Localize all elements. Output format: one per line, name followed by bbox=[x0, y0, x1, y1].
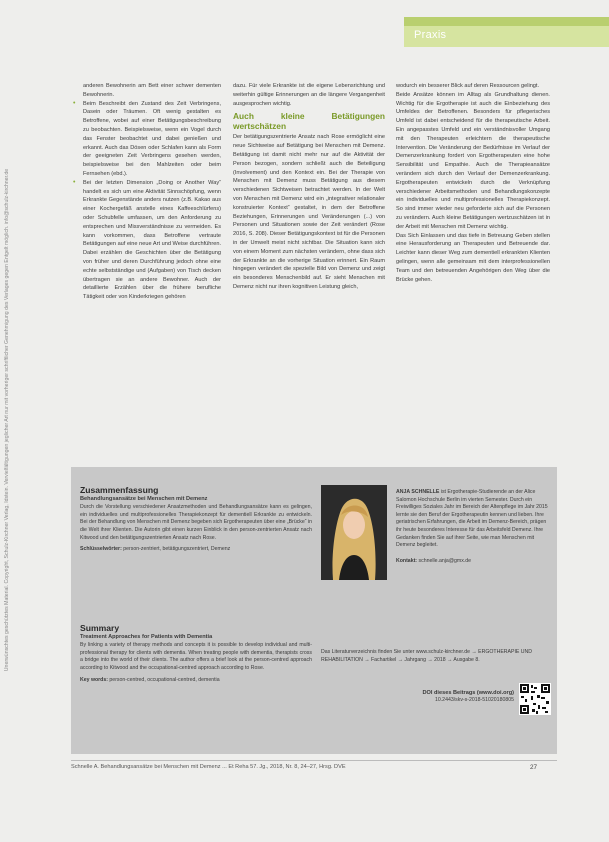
author-contact-label: Kontakt: bbox=[396, 557, 418, 564]
summary-de-title: Zusammenfassung bbox=[80, 485, 159, 495]
col2-heading: Auch kleine Betätigungen wertschätzen bbox=[233, 111, 385, 131]
literature-note: Das Literaturverzeichnis finden Sie unter www.schulz-kirchner.de → ERGOTHERAPIE UND REHABILITATION → Fachartikel → Jahrgang → 2018 → Ausgabe 8. bbox=[321, 649, 533, 663]
author-bio-text bbox=[396, 489, 550, 550]
col2-para: Der betätigungszentrierte Ansatz nach Rose ermöglicht eine neue Sichtweise auf Betätigung bei Menschen mit Demenz. Betätigung ist damit nicht mehr nur auf die Aktivität der Person bezogen, sondern schließt auch die Beteiligung (Involvement) und den Kontext ein. Bei der Therapie von Menschen mit Demenz muss Betätigung aus diesem verschiedenen Sichtweisen betrachtet werden. In der Welt von Menschen mit Demenz wird ein „integrativer relationaler konstruierter Kontext“ gestaltet, in dem der Betroffene Beziehungen, Erinnerungen und Veränderungen (...) von Personen und Situationen sowie der Zeit verändert (Rose 2016, S. 208). Dieser Betätigungskontext ist für die Personen in der Umwelt meist nicht sichtbar. Die Situation kann sich von einem Moment zum nächsten verändern, ohne dass sich der Erkrankte an die vorherige Situation erinnert. Ein Raum hingegen verändert die spezielle Bild von Demenz und zeigt ein besonderes Menschenbild auf. Er sieht Menschen mit Demenz nicht nur ihren kognitiven Leistung gleich, bbox=[233, 134, 385, 290]
col1-lead: anderen Bewohnerin am Bett einer schwer dementen Bewohnerin. bbox=[83, 83, 221, 98]
column-2 bbox=[233, 82, 385, 292]
author-contact bbox=[396, 558, 550, 566]
doi-block bbox=[396, 690, 514, 704]
col3-para: wodurch ein besserer Blick auf deren Ressourcen gelingt. bbox=[396, 83, 540, 89]
doi-label: DOI dieses Beitrags (www.doi.org) bbox=[422, 690, 514, 696]
section-tab-label: Praxis bbox=[414, 29, 447, 41]
summary-en-kw-label: Key words: bbox=[80, 676, 108, 683]
summary-en-subtitle: Treatment Approaches for Patients with Dementia bbox=[80, 633, 213, 640]
column-3 bbox=[396, 82, 550, 284]
col3-para: Beide Ansätze können im Alltag als Grundhaltung dienen. Wichtig für die Ergotherapie ist auch die Einbeziehung des Umfeldes der Betroffenen. Besonders für pflegerisches Umfeld ist dabei entscheidend für die therapeutische Arbeit. Ein angepasstes Umfeld und ein verständnisvoller Umgang mit den Therapeuten erleichtern die therapeutische Intervention. Die Veränderung der Bedürfnisse im Verlauf der Demenzerkrankung fordert von Ergotherapeuten eine hohe Sensibilität und Empathie. Auch die Therapieansätze verändern sich durch den Verlauf der Demenzerkrankung. Ergotherapeuten entwickeln durch die Verknüpfung verschiedener Arbeitsmethoden und Behandlungskonzepte ein individuelles und multiprofessionelles Therapiekonzept. So sind immer wieder neu geforderte sich auf die Personen zu verändern. Auch kleine Betätigungen wertzuschätzen ist in der Arbeit mit Menschen mit Demenz wichtig. bbox=[396, 91, 550, 230]
footer-citation: Schnelle A. Behandlungsansätze bei Menschen mit Demenz ... Et Reha 57. Jg., 2018, Nr. 8, 24–27, Hrsg. DVE bbox=[71, 764, 346, 770]
col1-bullet: • Beim Beschreibt den Zustand des Zeit Verbringens, Dasein oder Träumen. Oft wenig gestalten es Betroffene, wobei auf einer Betätigungsbeschreibung zu beobachten. Beispielsweise, wenn ein Vogel durch das Fenster beobachtet und dabei genießen und erkannt. Auch das Dösen oder Schlafen kann als Form der geeigneten Zeit Verbringens gesehen werden, beispielsweise bei den Mahlzeiten oder beim Fernsehen (ebd.). bbox=[83, 100, 221, 179]
summary-en-kw: person-centred, occupational-centred, dementia bbox=[109, 676, 220, 683]
copyright-margin-note: Unerwünschtes geschütztes Material. Copyright, Schulz-Kirchner Verlag, Idstein. Vervielfältigungen jeglicher Art nur mit vorheriger schriftlicher Genehmigung des Verlages gegen Entgelt möglich. info@schulz-kirchner.de bbox=[4, 168, 10, 672]
author-portrait-image bbox=[321, 485, 387, 580]
col1-bullets bbox=[71, 100, 221, 302]
author-bio-body: ist Ergotherapie-Studierende an der Alice Salomon Hochschule Berlin im vierten Semester. Durch ein Freiwilliges Soziales Jahr im Bereich der Altenpflege im Jahr 2015 lernte sie den Beruf der Ergotherapeutin kennen und lieben. Ihre geriatrischen Erfahrungen, die Arbeit im Demenz-Bereich, prägen ihr heute besonderes Interesse für das Arbeitsfeld Demenz. Ihre Gedanken finden Sie auf ihrer Seite, wie man Menschen mit Demenz begleitet. bbox=[396, 489, 548, 549]
section-tab-band bbox=[404, 17, 609, 26]
footer-rule bbox=[71, 760, 557, 761]
column-1 bbox=[71, 82, 221, 302]
summary-de-kw: person-zentriert, betätigungszentriert, Demenz bbox=[123, 546, 231, 553]
doi-value[interactable]: 10.2443/skv-s-2018-51020180805 bbox=[434, 697, 514, 704]
author-contact-email[interactable]: schnelle.anja@gmx.de bbox=[418, 557, 472, 564]
col3-para: Das Sich Einlassen und das tiefe in Betreuung Geben stellen eine Herausforderung an Therapeuten und Betreuende dar. Leichter kann dieser Weg zum dementiell erkrankten Klienten gelingen, wenn alle gemeinsam mit dem interprofessionellen Team und den betreuenden Angehörigen den Weg über die Brücke gehen. bbox=[396, 232, 550, 283]
summary-en bbox=[80, 625, 312, 684]
author-name: ANJA SCHNELLE bbox=[396, 489, 440, 495]
section-tab bbox=[404, 17, 609, 47]
summary-de-kw-label: Schlüsselwörter: bbox=[80, 546, 122, 553]
qr-code[interactable] bbox=[519, 683, 551, 715]
summary-de-subtitle: Behandlungsansätze bei Menschen mit Demenz bbox=[80, 495, 208, 502]
summary-en-keywords bbox=[80, 677, 312, 685]
summary-de-body: Durch die Vorstellung verschiedener Ansatzmethoden und Behandlungsansätze kann es gelingen, ein individuelles und multiprofessionelles Therapiekonzept für dementiell Erkrankte zu entwickeln. Bei der Behandlung von Menschen mit Demenz begeben sich Ergotherapeuten über eine „Brücke“ in die Welt ihrer Klienten. Die Autorin gibt einen kurzen Einblick in den person-zentrierten Ansatz nach Kitwood und den betätigungszentrierten Ansatz nach Rose. bbox=[80, 504, 312, 541]
page-number: 27 bbox=[530, 764, 538, 771]
author-bio bbox=[396, 489, 550, 565]
col2-para: dazu. Für viele Erkrankte ist die eigene Lebensrichtung und weiterhin gültige Erinnerungen an die längere Vergangenheit ausgesprochen wichtig. bbox=[233, 83, 385, 107]
summary-en-body: By linking a variety of therapy methods and concepts it is possible to develop individual and multi-professional therapy for clients with dementia. When treating people with dementia, therapists cross a bridge into the world of their clients. The author offers a brief look at the person-centred approach according to Kitwood and the occupational-centred approach according to Rose. bbox=[80, 642, 312, 671]
summary-en-title: Summary bbox=[80, 623, 120, 633]
summary-de bbox=[80, 487, 312, 554]
summary-de-keywords bbox=[80, 546, 312, 554]
author-photo bbox=[321, 485, 387, 580]
qr-code-icon bbox=[519, 683, 551, 715]
col1-bullet: • Bei der letzten Dimension „Doing or Another Way“ handelt es sich um eine Aktivität Sinnschöpfung, wenn Erkrankte Gegenstände anders nutzen (z.B. Kakao aus einer Kochergefäß anstelle eines Kaffeeschlürfens) oder Schubfelle umfassen, um den Anforderung zu entsprechen und Missverständnisse zu vermeiden. Es kann vorkommen, dass Betroffene vertraute Betätigungen auf eine neue Art und Weise durchführen. Dabei erzählen die Geschichten über die Betätigung von früher und deren Durchführung jedoch ohne eine echte selbstständige und (Aufgaben) von Tisch decken übertragen sie an andere Bewohner. Auch der detaillierte Erzählen über die frühere berufliche Tätigkeit oder von Kinderkriegen gehören bbox=[83, 179, 221, 302]
